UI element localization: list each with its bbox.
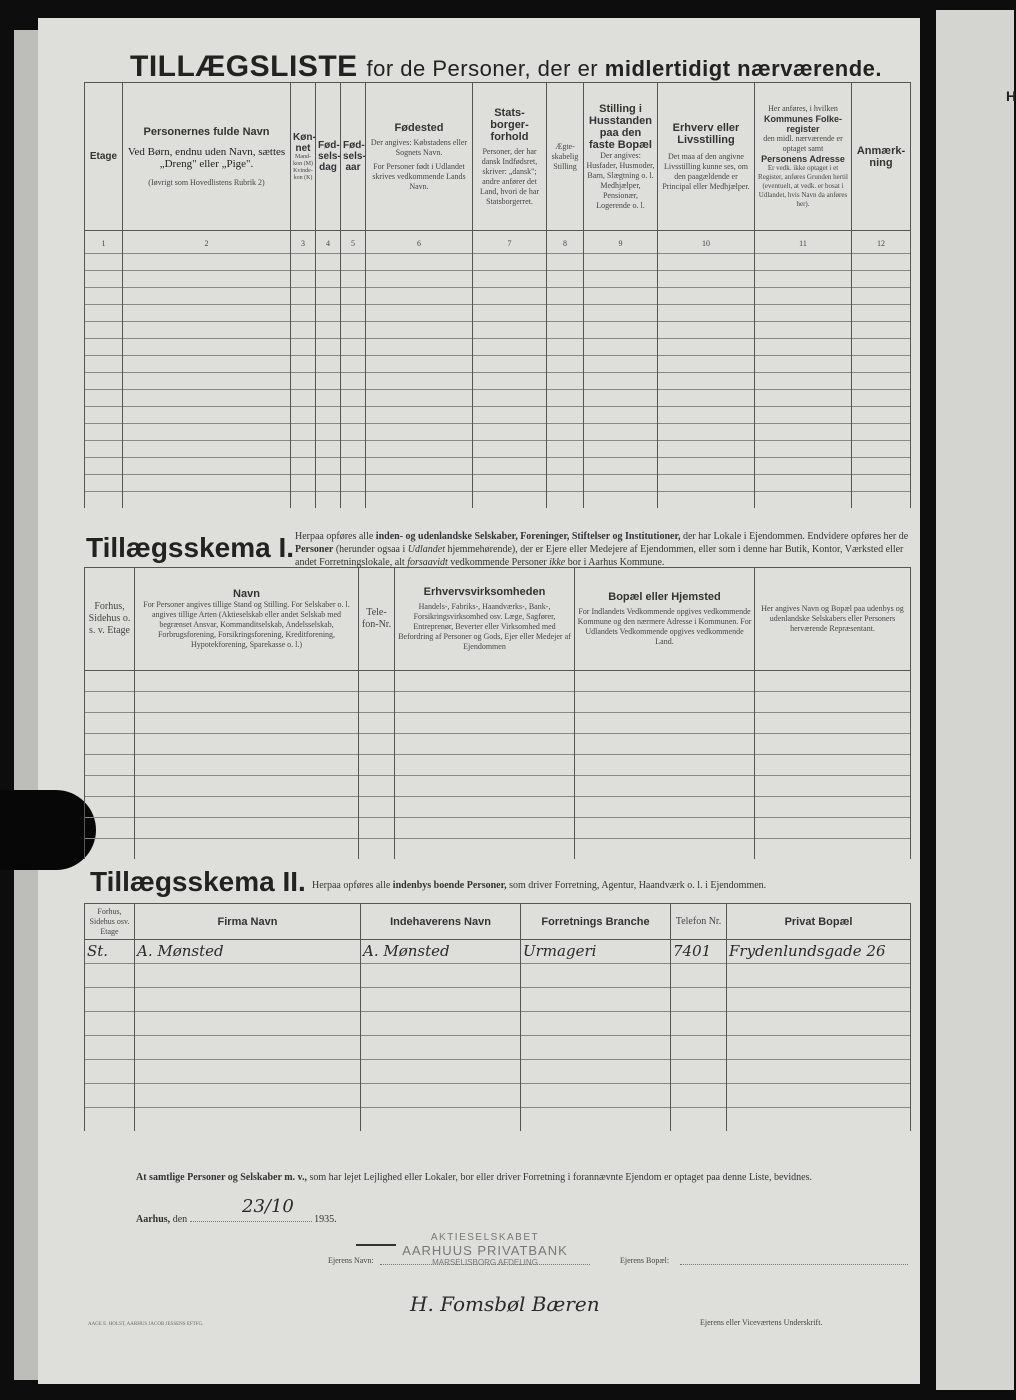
title-main: TILLÆGSLISTE [130,50,358,83]
attestation-text: At samtlige Personer og Selskaber m. v., som har lejet Lejlighed eller Lokaler, bor eller driver Forretning i forannævnte Ejendom er optaget paa denne Liste, bevidnes. [136,1172,812,1183]
col-number: 3 [301,239,305,248]
s2-entry-firm: A. Mønsted [137,942,224,960]
blank-row [85,713,911,734]
blank-row [85,305,911,322]
col-number: 1 [101,239,106,248]
owner-address-line [680,1264,908,1265]
blank-row [85,1060,911,1084]
s1-col-address-text: For Indlandets Vedkommende opgives vedkommende Kommune og den nærmere Adresse i Kommunen. For Udlandets Vedkommende opgives vedkommende Land. [577,607,752,646]
col-register-mid: den midl. nærværende er optaget samt [763,134,843,153]
blank-row [85,339,911,356]
col-register-text: Er vedk. ikke optaget i et Register, anføres Grunden hertil (eventuelt, at vedk. er bosat i Udlandet, hvis Navn da anføres her). [758,164,848,208]
col-name-title: Personernes fulde Navn [143,125,270,138]
col-number: 4 [326,239,330,248]
schema1-title: Tillægsskema I. [86,532,295,563]
col-register-pre: Her anføres, i hvilken [768,104,838,113]
den-label: den [172,1214,188,1225]
blank-row [85,271,911,288]
blank-row [85,797,911,818]
stamp-line1: AKTIESELSKABET [430,1232,540,1243]
schema2-title: Tillægsskema II. [90,866,306,897]
city: Aarhus, [136,1214,171,1225]
blank-row [85,734,911,755]
blank-row [85,356,911,373]
s1-col-name-text: For Personer angives tillige Stand og Stilling. For Selskaber o. l. angives tillige Arten (Aktieselskab eller andet Selskab med begrænset Ansvar, Kommanditselskab, Andelsselskab, Forbrugsforening, Forsikringsforening, Kreditforening, Hypotekforening, Sparekasse o. l.) [143,600,350,649]
s2-col-home: Privat Bopæl [784,915,853,928]
col-remarks: Anmærk-ning [856,144,906,169]
blank-row [85,458,911,475]
blank-row [85,1036,911,1060]
stamp-dash [356,1244,396,1246]
blank-row [85,1084,911,1108]
s1-col-representative: Her angives Navn og Bopæl paa udenbys og udenlandske Selskabers eller Personers herværende Repræsentant. [761,604,904,633]
s2-entry-branch: Urmageri [523,942,597,960]
col-gender-text: Mand-kon (M) Kvinde-kon (K) [293,153,313,181]
owner-address-label: Ejerens Bopæl: [620,1256,670,1265]
s2-col-phone: Telefon Nr. [675,916,722,927]
col-birthplace-text2: For Personer født i Udlandet skrives vedkommende Lands Navn. [372,161,466,191]
s2-entry-owner: A. Mønsted [363,942,450,960]
tillaegsliste-table [84,82,911,508]
blank-row [85,254,911,271]
blank-row [85,776,911,797]
printer-mark: AAGE E. HOLST, AARHUS JACOB JESSENS EFTFG. [88,1322,204,1327]
blank-row [85,407,911,424]
column-numbers-row [85,231,911,254]
s1-col-business-text: Handels-, Fabriks-, Haandværks-, Bank-, Forsikringsvirksomhed osv. Læge, Sagfører, Entreprenør, Beverter eller Virksomhed med Befordring af Personer og Gods, Ejer eller Medejer af Ejendommen [398,602,571,651]
s1-col-etage: Forhus, Sidehus o. s. v. Etage [88,601,131,636]
date-line [136,1214,337,1225]
blank-row [85,475,911,492]
col-number: 5 [351,239,355,248]
col-register-title1: Kommunes Folke-register [763,114,842,134]
blank-row [85,988,911,1012]
col-occupation-text: Det maa af den angivne Livsstilling kunne ses, om den paagældende er Principal eller Medhjælper. [662,151,750,191]
col-number: 7 [507,239,512,248]
signature-label: Ejerens eller Viceværtens Underskrift. [700,1318,823,1327]
blank-row [85,1012,911,1036]
col-birthplace-text1: Der angives: Købstadens eller Sognets Navn. [370,137,468,157]
col-household-title: Stilling i Husstanden paa den faste Bopæl [589,102,652,151]
title-for: for de Personer, der er [366,56,599,81]
col-marital: Ægte-skabelig Stilling [551,141,579,171]
s2-entry-etage: St. [87,942,109,960]
col-number: 8 [563,239,567,248]
s2-entry-row [85,940,911,964]
s1-col-name-title: Navn [233,588,260,600]
blank-row [85,424,911,441]
col-number: 2 [204,239,209,248]
col-number: 6 [417,239,421,248]
col-gender-title: Køn-net [293,131,316,154]
col-citizenship-title: Stats-borger-forhold [490,106,529,143]
signature: H. Fomsbøl Bæren [410,1292,600,1316]
col-birthday: Fød-sels-dag [318,140,341,173]
col-number: 12 [877,239,885,248]
blank-row [85,755,911,776]
s1-col-phone: Tele-fon-Nr. [361,607,392,630]
blank-row [85,839,911,860]
s2-col-etage: Forhus, Sidehus osv. Etage [89,906,130,936]
schema1-table [84,567,911,859]
blank-row [85,373,911,390]
title-bold: midlertidigt nærværende. [604,56,883,81]
s2-col-owner: Indehaverens Navn [390,915,491,928]
s2-col-branch: Forretnings Branche [541,915,650,928]
col-number: 10 [702,239,710,248]
blank-row [85,964,911,988]
year: 1935. [314,1214,337,1225]
s1-col-address-title: Bopæl eller Hjemsted [608,591,721,603]
s2-entry-home: Frydenlundsgade 26 [729,942,886,960]
blank-row [85,492,911,509]
blank-row [85,322,911,339]
thumb-shadow [0,790,96,870]
s2-entry-phone: 7401 [673,942,712,960]
s2-col-firm: Firma Navn [217,915,278,928]
col-citizenship-text: Personer, der har dansk Indfødsret, skriver: „dansk"; andre anfører det Land, hvori de har Statsborgerret. [479,146,540,206]
blank-row [85,441,911,458]
col-number: 11 [799,239,807,248]
schema1-description: Herpaa opføres alle inden- og udenlandske Selskaber, Foreninger, Stiftelser og Institutioner, der har Lokale i Ejendommen. Endvidere opføres her de Personer (herunder ogsaa i Udlandet hjemmehørende), der er Ejere eller Medejere af Ejendommen, eller som i denne har Butik, Kontor, Værksted eller andet Forretningslokale, alt forsaavidt vedkommende Personer ikke bor i Aarhus Kommune. [295,531,909,568]
col-etage: Etage [89,151,118,162]
col-birthplace-title: Fødested [394,121,444,134]
col-number: 9 [618,239,623,248]
blank-row [85,390,911,407]
col-name-note: (Iøvrigt som Hovedlistens Rubrik 2) [148,177,265,187]
blank-row [85,818,911,839]
col-register-title2: Personens Adresse [761,154,845,164]
blank-row [85,288,911,305]
date-value: 23/10 [242,1196,294,1217]
col-name-text: Ved Børn, endnu uden Navn, sættes „Dreng" eller „Pige". [127,145,286,170]
owner-name-label: Ejerens Navn: [328,1256,374,1265]
page-title [130,50,882,84]
stamp-line2: AARHUUS PRIVATBANK [402,1243,568,1258]
col-household-text: Der angives: Husfader, Husmoder, Barn, Slægtning o. l. Medhjælper, Pensionær, Logerende o. l. [586,150,655,210]
bank-stamp [390,1232,580,1267]
s1-col-business-title: Erhvervsvirksomheden [423,586,546,598]
stamp-line3: MARSELISBORG AFDELING [432,1258,538,1267]
schema2-table [84,903,911,1131]
blank-row [85,671,911,692]
facing-page: H [936,10,1014,1390]
blank-row [85,692,911,713]
schema2-description: Herpaa opføres alle indenbys boende Personer, som driver Forretning, Agentur, Haandværk o. l. i Ejendommen. [312,880,767,891]
blank-row [85,1108,911,1132]
col-birthyear: Fød-sels-aar [343,140,366,173]
col-occupation-title: Erhverv eller Livsstilling [672,121,740,146]
